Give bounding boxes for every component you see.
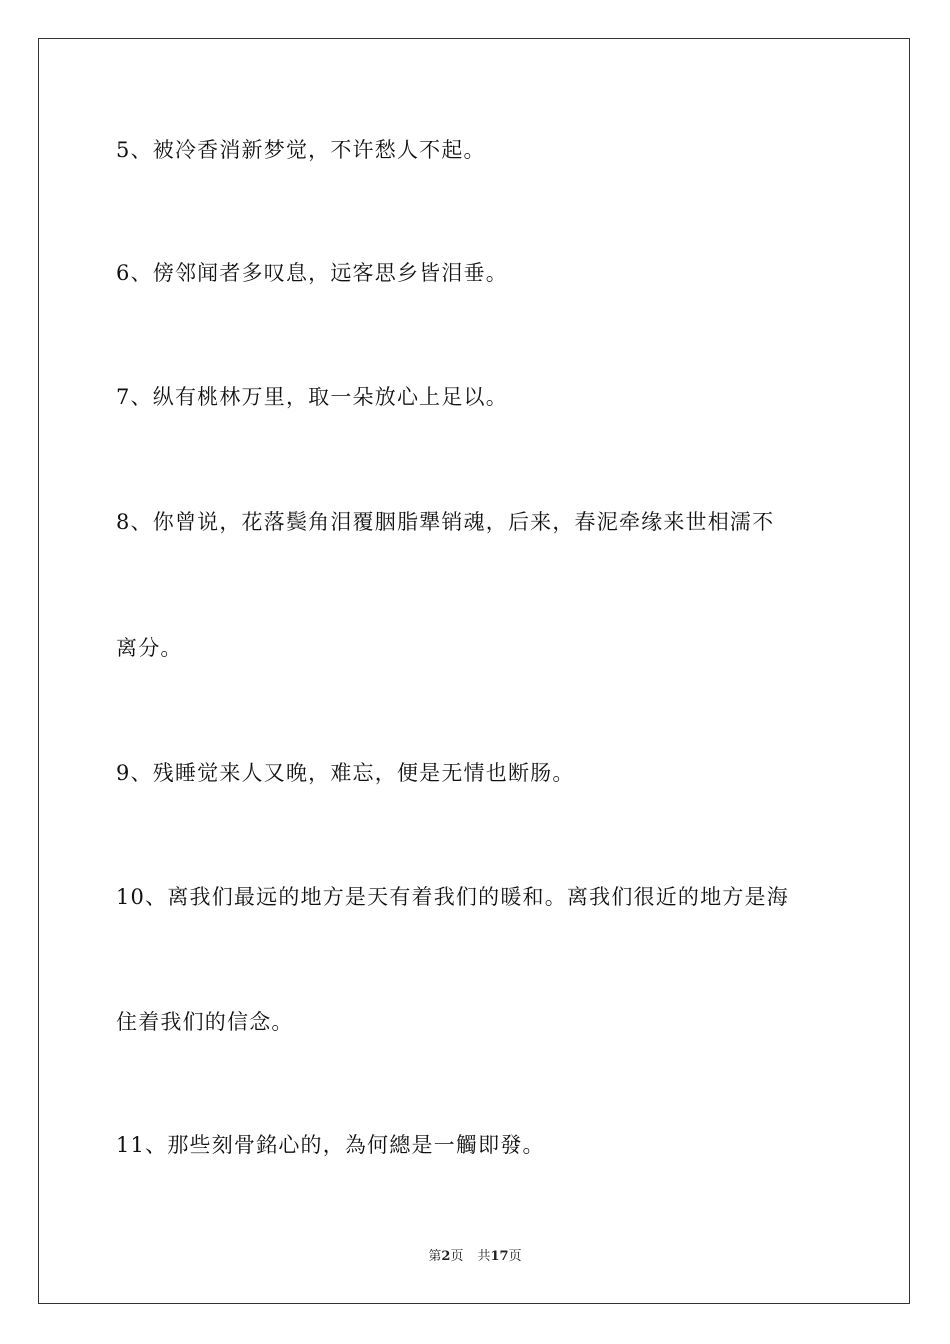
text-line-1: 5、被冷香消新梦觉，不许愁人不起。 [116, 138, 486, 162]
text-line-8: 住着我们的信念。 [116, 1010, 294, 1034]
footer-page-number: 2 [441, 1249, 451, 1264]
footer-total-number: 17 [490, 1249, 509, 1264]
page-footer [0, 1248, 950, 1266]
footer-total-prefix: 共 [477, 1249, 491, 1264]
footer-page-suffix: 页 [450, 1249, 464, 1264]
text-line-3: 7、纵有桃林万里，取一朵放心上足以。 [116, 385, 508, 409]
text-line-6: 9、残睡觉来人又晚，难忘，便是无情也断肠。 [116, 761, 575, 785]
text-line-9: 11、那些刻骨銘心的，為何總是一觸即發。 [116, 1133, 545, 1157]
footer-total-suffix: 页 [508, 1249, 522, 1264]
text-line-7: 10、离我们最远的地方是天有着我们的暖和。离我们很近的地方是海 [116, 885, 789, 909]
text-line-4: 8、你曾说，花落鬓角泪覆胭脂犟销魂，后来，春泥牵缘来世相濡不 [116, 510, 775, 534]
footer-page-prefix: 第 [428, 1249, 442, 1264]
page-frame [38, 38, 910, 1304]
text-line-2: 6、傍邻闻者多叹息，远客思乡皆泪垂。 [116, 261, 508, 285]
text-line-5: 离分。 [116, 636, 183, 660]
